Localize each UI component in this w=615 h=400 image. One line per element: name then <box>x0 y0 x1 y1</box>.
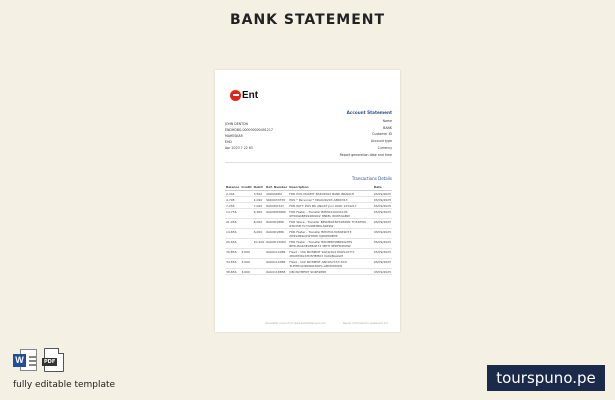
table-row <box>225 249 392 259</box>
cell-credit <box>240 239 252 249</box>
customer-line: MAHESKAR <box>225 134 243 138</box>
cell-date: 03/09/2025 <box>373 191 391 196</box>
cell-balance: 7,256 <box>226 203 235 208</box>
cell-ref: 6AK0D0347 <box>266 203 284 208</box>
cell-debit: 2,090 <box>253 197 263 202</box>
cell-balance: 2,344 <box>226 191 235 196</box>
cell-desc: OBI PAYMENT 9D4E9888 <box>289 269 326 274</box>
cell-debit: 8,000 <box>253 219 263 224</box>
cell-date: 03/09/2025 <box>373 209 391 214</box>
cell-debit: 6,300 <box>253 209 263 214</box>
col-header: Debit <box>253 184 266 191</box>
logo-icon <box>230 90 241 101</box>
format-icons <box>13 348 64 372</box>
cell-ref: 6AK0D1886 <box>266 229 284 234</box>
customer-line: ENDHDBG-000000000491217 <box>225 128 273 132</box>
customer-line: JOHN DENTON <box>225 122 248 126</box>
col-header: Description <box>288 184 372 191</box>
cell-date: 03/09/2025 <box>373 239 391 244</box>
divider <box>225 162 392 163</box>
cell-credit: 3,600 <box>241 269 250 274</box>
cell-balance: 14,656 <box>226 229 237 234</box>
cell-desc: Fixed - 100 PAYMENT 9AK1J4A4 DKKS1X7Y1 2PAYM3KLSTD5HEM03 VAK0BAAGM <box>289 249 355 258</box>
footer-left: Generated online from www.bankstatement.com <box>265 322 326 325</box>
cell-balance: 14,756 <box>226 209 237 214</box>
brand-badge: tourspuno.pe <box>487 365 605 391</box>
cell-balance: 38,656 <box>226 269 237 274</box>
cell-debit <box>253 249 266 259</box>
meta-line: Report generation date and time <box>339 152 392 157</box>
cell-debit <box>253 269 266 275</box>
cell-desc: FDR POS MAKEIT 3RZ02562 BANK BRANCH <box>289 191 355 196</box>
col-header: Balance <box>226 185 240 189</box>
table-row <box>225 229 392 239</box>
cell-ref: 8AK0D1886 <box>266 219 284 224</box>
account-statement-title: Account Statement <box>346 110 392 115</box>
word-icon: W <box>13 348 37 372</box>
cell-date: 03/09/2025 <box>373 269 391 274</box>
cell-ref: 6AK0D05680 <box>266 209 286 214</box>
cell-date: 03/09/2025 <box>373 219 391 224</box>
cell-date: 03/09/2025 <box>373 197 391 202</box>
cell-credit <box>240 209 252 219</box>
col-header: Date <box>373 184 392 191</box>
statement-document <box>215 70 400 332</box>
meta-line: Customer ID <box>372 132 392 137</box>
page-title: BANK STATEMENT <box>229 12 386 28</box>
cell-desc: FDR Faster - Transfer BPMO41003X13S 9H50GK8899480002 3BREL 80W59ABW <box>289 209 350 218</box>
cell-ref: 6AK0118858 <box>266 269 286 274</box>
bank-logo <box>230 90 258 101</box>
customer-line: Apr 2023 7 22 63 <box>225 146 253 150</box>
col-header: Credit <box>241 185 252 189</box>
customer-line: EHD <box>225 140 232 144</box>
cell-date: 03/09/2025 <box>373 203 391 208</box>
cell-debit: 7,000 <box>253 203 263 208</box>
table-row <box>225 269 392 275</box>
cell-desc: FDR PAYT. POS BK ANGST Juni 0000 1234217 <box>289 203 357 208</box>
cell-desc: FDR Wave - Transfer BPSM80160528Z6N 7H32EWK 63K3SD7V77ARB3BKLS969W <box>289 219 367 228</box>
cell-debit <box>253 259 266 269</box>
cell-desc: FDR Faster - Transfer BPOM80S8BK6G3HS 8H5UAGK3E038AE73 3BTH 9EDFD9M3W <box>289 239 353 248</box>
table-row <box>225 259 392 269</box>
cell-ref: XKK0SDE0 <box>266 191 283 196</box>
cell-ref: 6AK0D12063 <box>266 239 286 244</box>
meta-line: Name <box>382 119 392 123</box>
cell-desc: POS * Personal * 3DA020203 ABD0313 <box>289 197 348 202</box>
cell-debit: 10,200 <box>253 239 265 244</box>
cell-balance: 34,656 <box>226 259 237 264</box>
cell-balance: 20,656 <box>226 239 237 244</box>
pdf-icon: PDF <box>44 348 64 372</box>
cell-credit: 3,600 <box>241 249 250 254</box>
table-row <box>225 239 392 249</box>
account-meta <box>340 118 392 158</box>
cell-debit: 6,000 <box>253 229 263 234</box>
cell-credit <box>240 219 252 229</box>
meta-line: Account type <box>370 139 392 144</box>
transactions-title: Transactions Details <box>351 176 392 181</box>
cell-desc: Fixed - 100 PAYMENT ABCDS7C53 DCS 3LPYEDLDR0000306%-ABCD000DS <box>289 259 347 268</box>
col-header: Ref. Number <box>266 185 288 189</box>
cell-date: 03/09/2025 <box>373 229 391 234</box>
meta-line: Currency <box>377 145 392 150</box>
table-row <box>225 209 392 219</box>
logo-text: Ent <box>242 90 259 101</box>
footer-right: Report of transaction statement 1/1 <box>343 322 388 325</box>
cell-desc: FDR Faster - Transfer BPOH41303K69D73 2H9S2B9O2WTWRI 0JDKP69BYR <box>289 229 352 238</box>
cell-balance: 21,056 <box>226 219 237 224</box>
customer-info <box>225 121 273 151</box>
meta-line: BANK <box>383 125 392 130</box>
cell-balance: 4.798 <box>226 197 235 202</box>
cell-debit: 3,500 <box>253 191 263 196</box>
cell-ref: SKK0033370 <box>266 197 286 202</box>
cell-credit: 3,600 <box>241 259 250 264</box>
cell-balance: 30,856 <box>226 249 237 254</box>
cell-credit <box>240 229 252 239</box>
table-row <box>225 219 392 229</box>
cell-date: 03/09/2025 <box>373 249 391 254</box>
transactions-table <box>225 184 392 275</box>
cell-date: 03/09/2025 <box>373 259 391 264</box>
cell-ref: 6AK0114089 <box>266 249 286 254</box>
editable-label: fully editable template <box>13 380 116 390</box>
cell-ref: 6AK0114089 <box>266 259 286 264</box>
